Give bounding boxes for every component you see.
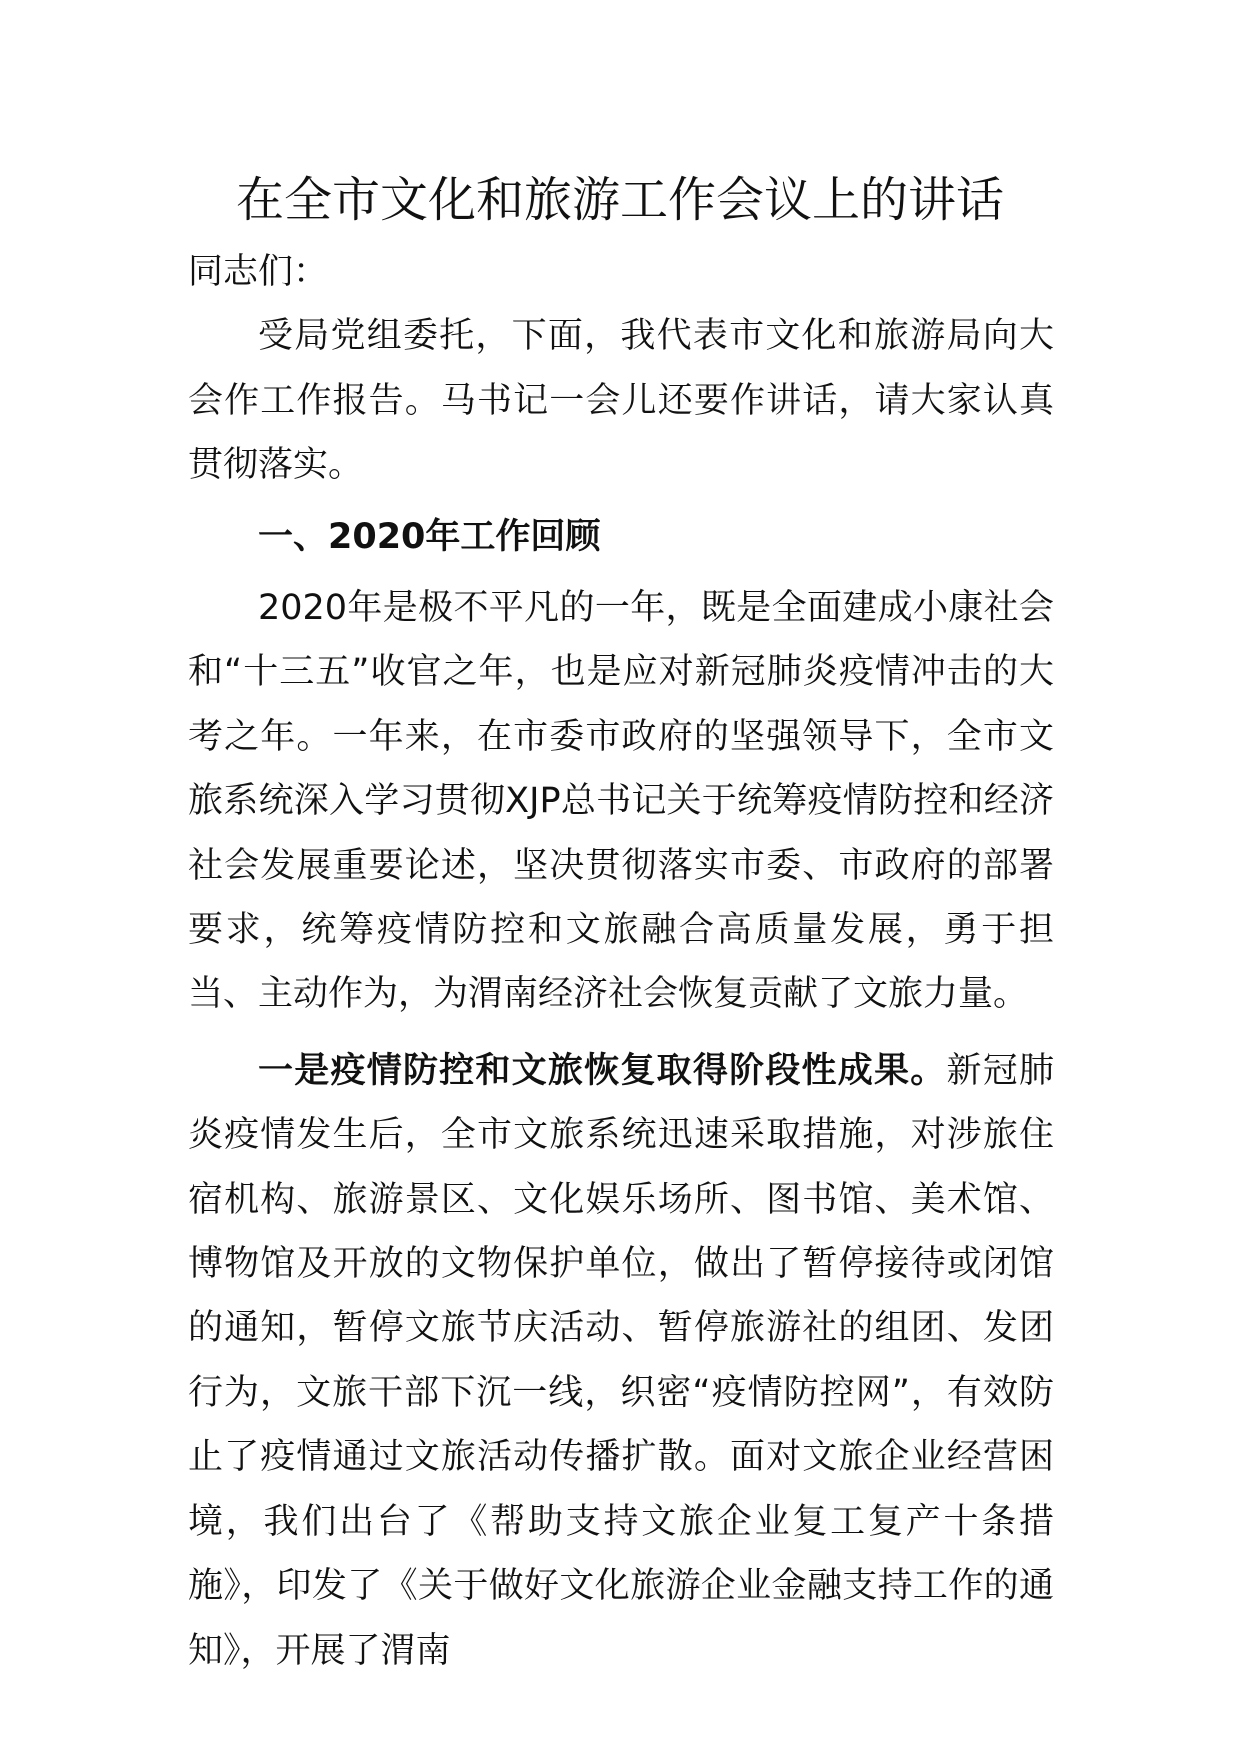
section-heading: 一、2020年工作回顾: [258, 516, 601, 557]
salutation: 同志们：: [188, 252, 329, 292]
point-body: 新冠肺炎疫情发生后，全市文旅系统迅速采取措施，对涉旅住宿机构、旅游景区、文化娱乐场所、图书馆、美术馆、博物馆及开放的文物保护单位，做出了暂停接待或闭馆的通知，暂停文旅节庆活动、暂停旅游社的组团、发团行为，文旅干部下沉一线，织密“疫情防控网”，有效防止了疫情通过文旅活动传播扩散。面对文旅企业经营困境，我们出台了《帮助支持文旅企业复工复产十条措施》，印发了《关于做好文化旅游企业金融支持工作的通知》，开展了渭南: [188, 1050, 1054, 1671]
review-paragraph: 2020年是极不平凡的一年，既是全面建成小康社会和“十三五”收官之年，也是应对新冠肺炎疫情冲击的大考之年。一年来，在市委市政府的坚强领导下，全市文旅系统深入学习贯彻XJP总书记关于统筹疫情防控和经济社会发展重要论述，坚决贯彻落实市委、市政府的部署要求，统筹疫情防控和文旅融合高质量发展，勇于担当、主动作为，为渭南经济社会恢复贡献了文旅力量。: [188, 588, 1054, 1015]
document-title: 在全市文化和旅游工作会议上的讲话: [235, 172, 1004, 228]
intro-paragraph: 受局党组委托，下面，我代表市文化和旅游局向大会作工作报告。马书记一会儿还要作讲话，请大家认真贯彻落实。: [188, 316, 1054, 486]
point-lead: 一是疫情防控和文旅恢复取得阶段性成果。: [258, 1050, 947, 1091]
document-body: [188, 240, 1054, 1683]
point-paragraph: [188, 1039, 1054, 1683]
